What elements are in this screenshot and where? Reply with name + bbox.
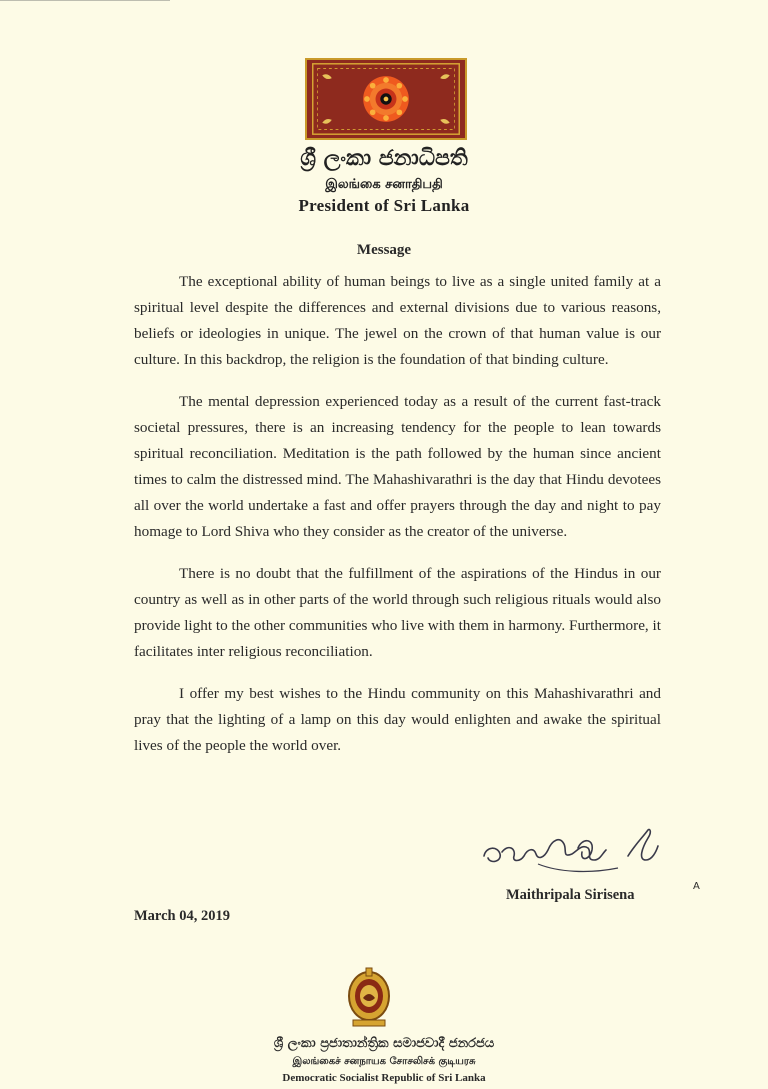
- message-title: Message: [356, 242, 412, 258]
- scan-edge-line: [0, 0, 170, 1]
- footer-sinhala: ශ්‍රී ලංකා ප්‍රජාතාන්ත්‍රික සමාජවාදී ජනරජය: [273, 1036, 495, 1051]
- header-sinhala-title: ශ්‍රී ලංකා ජනාධිපති: [300, 146, 468, 171]
- letter-date: March 04, 2019: [134, 908, 230, 924]
- footer-tamil: இலங்கைச் சனநாயக சோசலிசக் குடியரசு: [292, 1056, 476, 1067]
- signer-name: Maithripala Sirisena: [506, 887, 635, 903]
- message-body: [134, 269, 661, 773]
- presidential-flag-icon: [305, 58, 467, 140]
- margin-mark: A: [693, 881, 700, 892]
- header-tamil-title: இலங்கை சனாதிபதி: [325, 177, 443, 192]
- paragraph-2: The mental depression experienced today as a result of the current fast-track societal pressures, there is an increasing tendency for the people to lean towards spiritual reconciliation. Meditation is the path followed by the human since ancient times to calm the distressed mind. The Mahashivarathri is the day that Hindu devotees all over the world undertake a fast and offer prayers through the day and night to pay homage to Lord Shiva who they consider as the creator of the universe.: [134, 393, 661, 540]
- footer-english: Democratic Socialist Republic of Sri Lanka: [282, 1072, 486, 1084]
- header-english-title: President of Sri Lanka: [298, 196, 470, 215]
- paragraph-1: The exceptional ability of human beings to live as a single united family at a spiritual level despite the differences and external divisions due to various reasons, beliefs or ideologies in unique. The jewel on the crown of that human value is our culture. In this backdrop, the religion is the foundation of that binding culture.: [134, 273, 661, 368]
- paragraph-4: I offer my best wishes to the Hindu community on this Mahashivarathri and pray that the lighting of a lamp on this day would enlighten and awake the spiritual lives of the people the world over.: [134, 685, 661, 754]
- signature-icon: [478, 826, 668, 888]
- paragraph-3: There is no doubt that the fulfillment of the aspirations of the Hindus in our country as well as in other parts of the world through such religious rituals would also provide light to the other communities who live with them in harmony. Furthermore, it facilitates inter religious reconciliation.: [134, 565, 661, 660]
- national-emblem-icon: [345, 966, 393, 1030]
